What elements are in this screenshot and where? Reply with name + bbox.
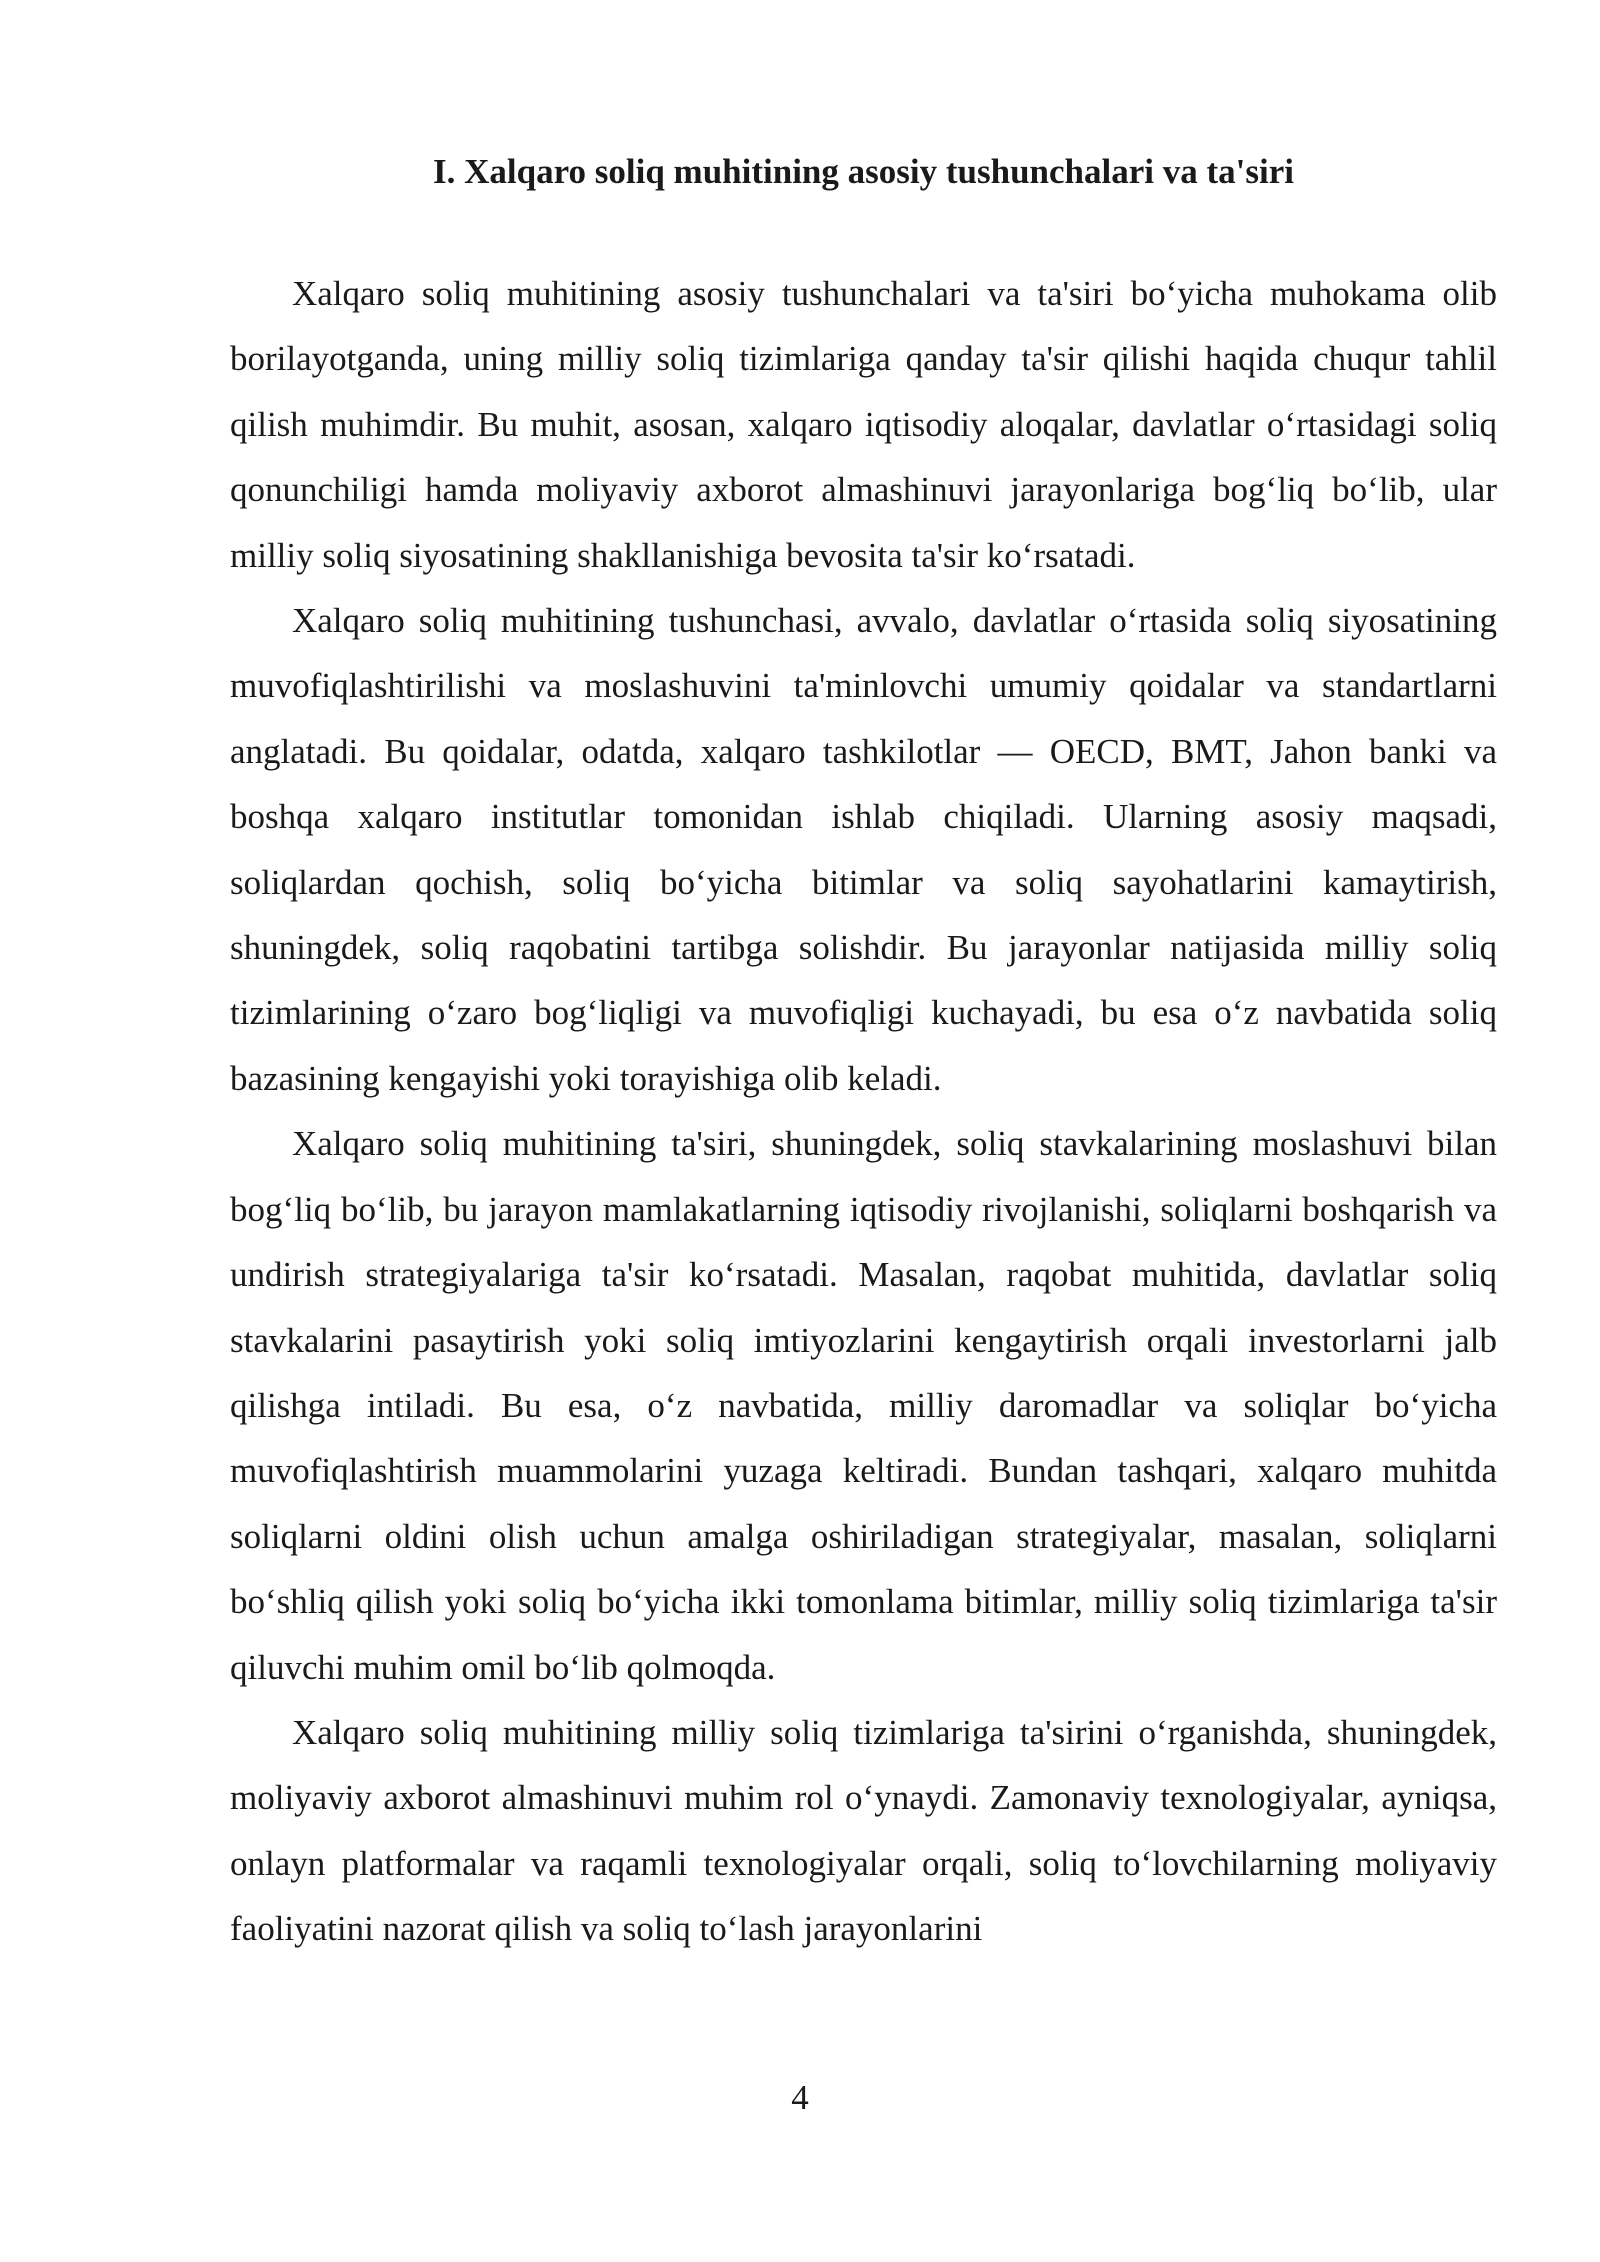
body-text [230,261,1497,1962]
page-number: 4 [791,2078,809,2117]
paragraph-4: Xalqaro soliq muhitining milliy soliq tizimlariga ta'sirini o‘rganishda, shuningdek, moliyaviy axborot almashinuvi muhim rol o‘ynaydi. Zamonaviy texnologiyalar, ayniqsa, onlayn platformalar va raqamli texnologiyalar orqali, soliq to‘lovchilarning moliyaviy faoliyatini nazorat qilish va soliq to‘lash jarayonlarini [230,1712,1497,1949]
section-heading: I. Xalqaro soliq muhitining asosiy tushunchalari va ta'siri [433,152,1294,191]
paragraph-2: Xalqaro soliq muhitining tushunchasi, avvalo, davlatlar o‘rtasida soliq siyosatining muvofiqlashtirilishi va moslashuvini ta'minlovchi umumiy qoidalar va standartlarni anglatadi. Bu qoidalar, odatda, xalqaro tashkilotlar — OECD, BMT, Jahon banki va boshqa xalqaro institutlar tomonidan ishlab chiqiladi. Ularning asosiy maqsadi, soliqlardan qochish, soliq bo‘yicha bitimlar va soliq sayohatlarini kamaytirish, shuningdek, soliq raqobatini tartibga solishdir. Bu jarayonlar natijasida milliy soliq tizimlarining o‘zaro bog‘liqligi va muvofiqligi kuchayadi, bu esa o‘z navbatida soliq bazasining kengayishi yoki torayishiga olib keladi. [230,601,1497,1098]
paragraph-3: Xalqaro soliq muhitining ta'siri, shuningdek, soliq stavkalarining moslashuvi bilan bog‘liq bo‘lib, bu jarayon mamlakatlarning iqtisodiy rivojlanishi, soliqlarni boshqarish va undirish strategiyalariga ta'sir ko‘rsatadi. Masalan, raqobat muhitida, davlatlar soliq stavkalarini pasaytirish yoki soliq imtiyozlarini kengaytirish orqali investorlarni jalb qilishga intiladi. Bu esa, o‘z navbatida, milliy daromadlar va soliqlar bo‘yicha muvofiqlashtirish muammolarini yuzaga keltiradi. Bundan tashqari, xalqaro muhitda soliqlarni oldini olish uchun amalga oshiriladigan strategiyalar, masalan, soliqlarni bo‘shliq qilish yoki soliq bo‘yicha ikki tomonlama bitimlar, milliy soliq tizimlariga ta'sir qiluvchi muhim omil bo‘lib qolmoqda. [230,1124,1497,1687]
paragraph-1: Xalqaro soliq muhitining asosiy tushunchalari va ta'siri bo‘yicha muhokama olib borilayotganda, uning milliy soliq tizimlariga qanday ta'sir qilishi haqida chuqur tahlil qilish muhimdir. Bu muhit, asosan, xalqaro iqtisodiy aloqalar, davlatlar o‘rtasidagi soliq qonunchiligi hamda moliyaviy axborot almashinuvi jarayonlariga bog‘liq bo‘lib, ular milliy soliq siyosatining shakllanishiga bevosita ta'sir ko‘rsatadi. [230,274,1497,575]
